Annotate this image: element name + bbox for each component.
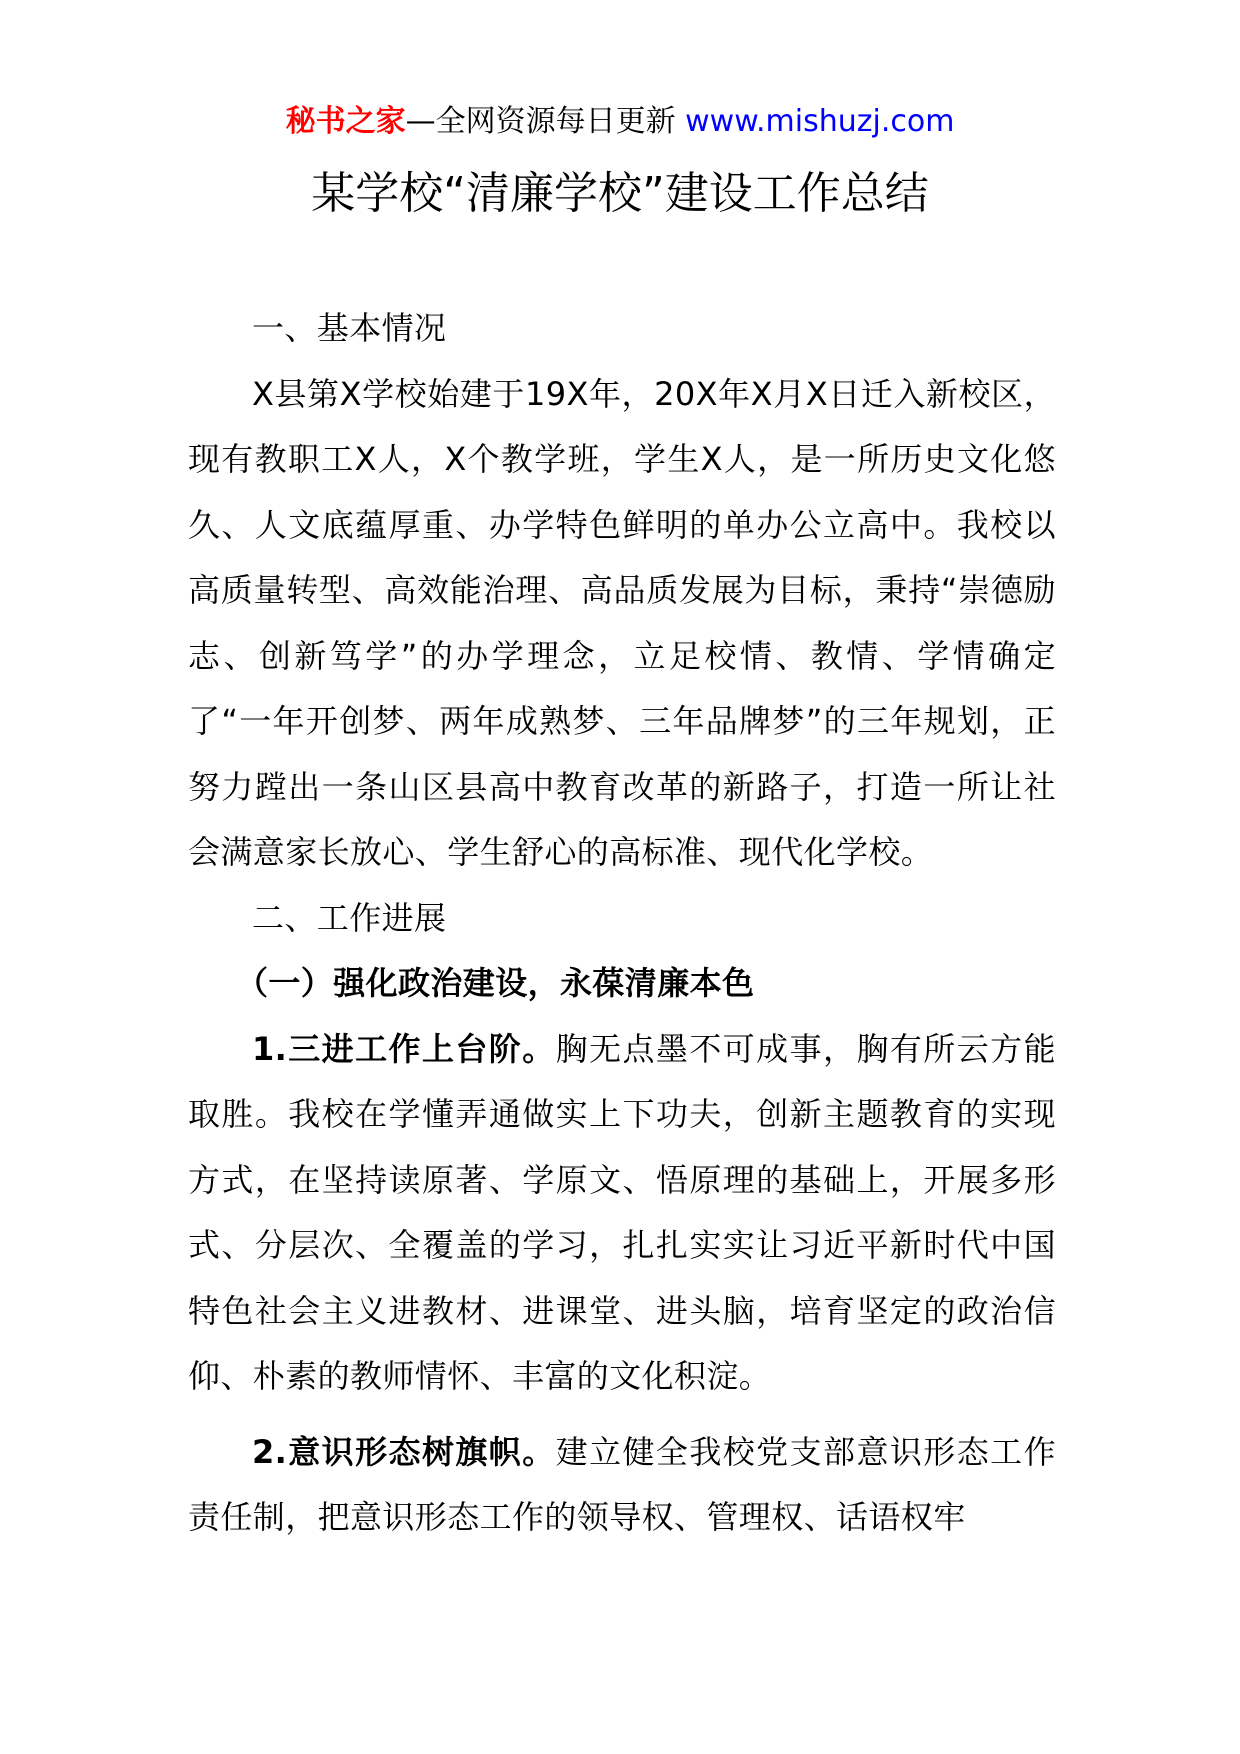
item-1-text: 胸无点墨不可成事，胸有所云方能取胜。我校在学懂弄通做实上下功夫，创新主题教育的实现方式，在坚持读原著、学原文、悟原理的基础上，开展多形式、分层次、全覆盖的学习，扎扎实实让习近平新时代中国特色社会主义进教材、进课堂、进头脑，培育坚定的政治信仰、朴素的教师情怀、丰富的文化积淀。 — [188, 1029, 1056, 1395]
section-heading-progress: 二、工作进展 — [252, 898, 447, 937]
site-header — [0, 100, 1240, 144]
header-tagline: —全网资源每日更新 — [405, 104, 686, 139]
paragraph-item-1 — [188, 1017, 1056, 1410]
section-heading-basic: 一、基本情况 — [252, 309, 447, 347]
item-2-text: 建立健全我校党支部意识形态工作责任制，把意识形态工作的领导权、管理权、话语权牢 — [188, 1432, 1056, 1536]
site-url[interactable]: www.mishuzj.com — [685, 104, 955, 139]
brand-name: 秘书之家 — [285, 104, 406, 139]
paragraph-item-2 — [188, 1420, 1056, 1551]
paragraph-basic-info: X县第X学校始建于19X年，20X年X月X日迁入新校区，现有教职工X人，X个教学班，学生X人，是一所历史文化悠久、人文底蕴厚重、办学特色鲜明的单办公立高中。我校以高质量转型、高效能治理、高品质发展为目标，秉持“崇德励志、创新笃学”的办学理念，立足校情、教情、学情确定了“一年开创梦、两年成熟梦、三年品牌梦”的三年规划，正努力蹚出一条山区县高中教育改革的新路子，打造一所让社会满意家长放心、学生舒心的高标准、现代化学校。 — [188, 374, 1056, 871]
item-1-lead: 1.三进工作上台阶。 — [252, 1029, 556, 1068]
document-body — [188, 296, 1056, 1551]
item-2-lead: 2.意识形态树旗帜。 — [252, 1432, 556, 1471]
document-title: 某学校“清廉学校”建设工作总结 — [311, 168, 929, 219]
subsection-heading-politics: （一）强化政治建设，永葆清廉本色 — [236, 964, 755, 1002]
